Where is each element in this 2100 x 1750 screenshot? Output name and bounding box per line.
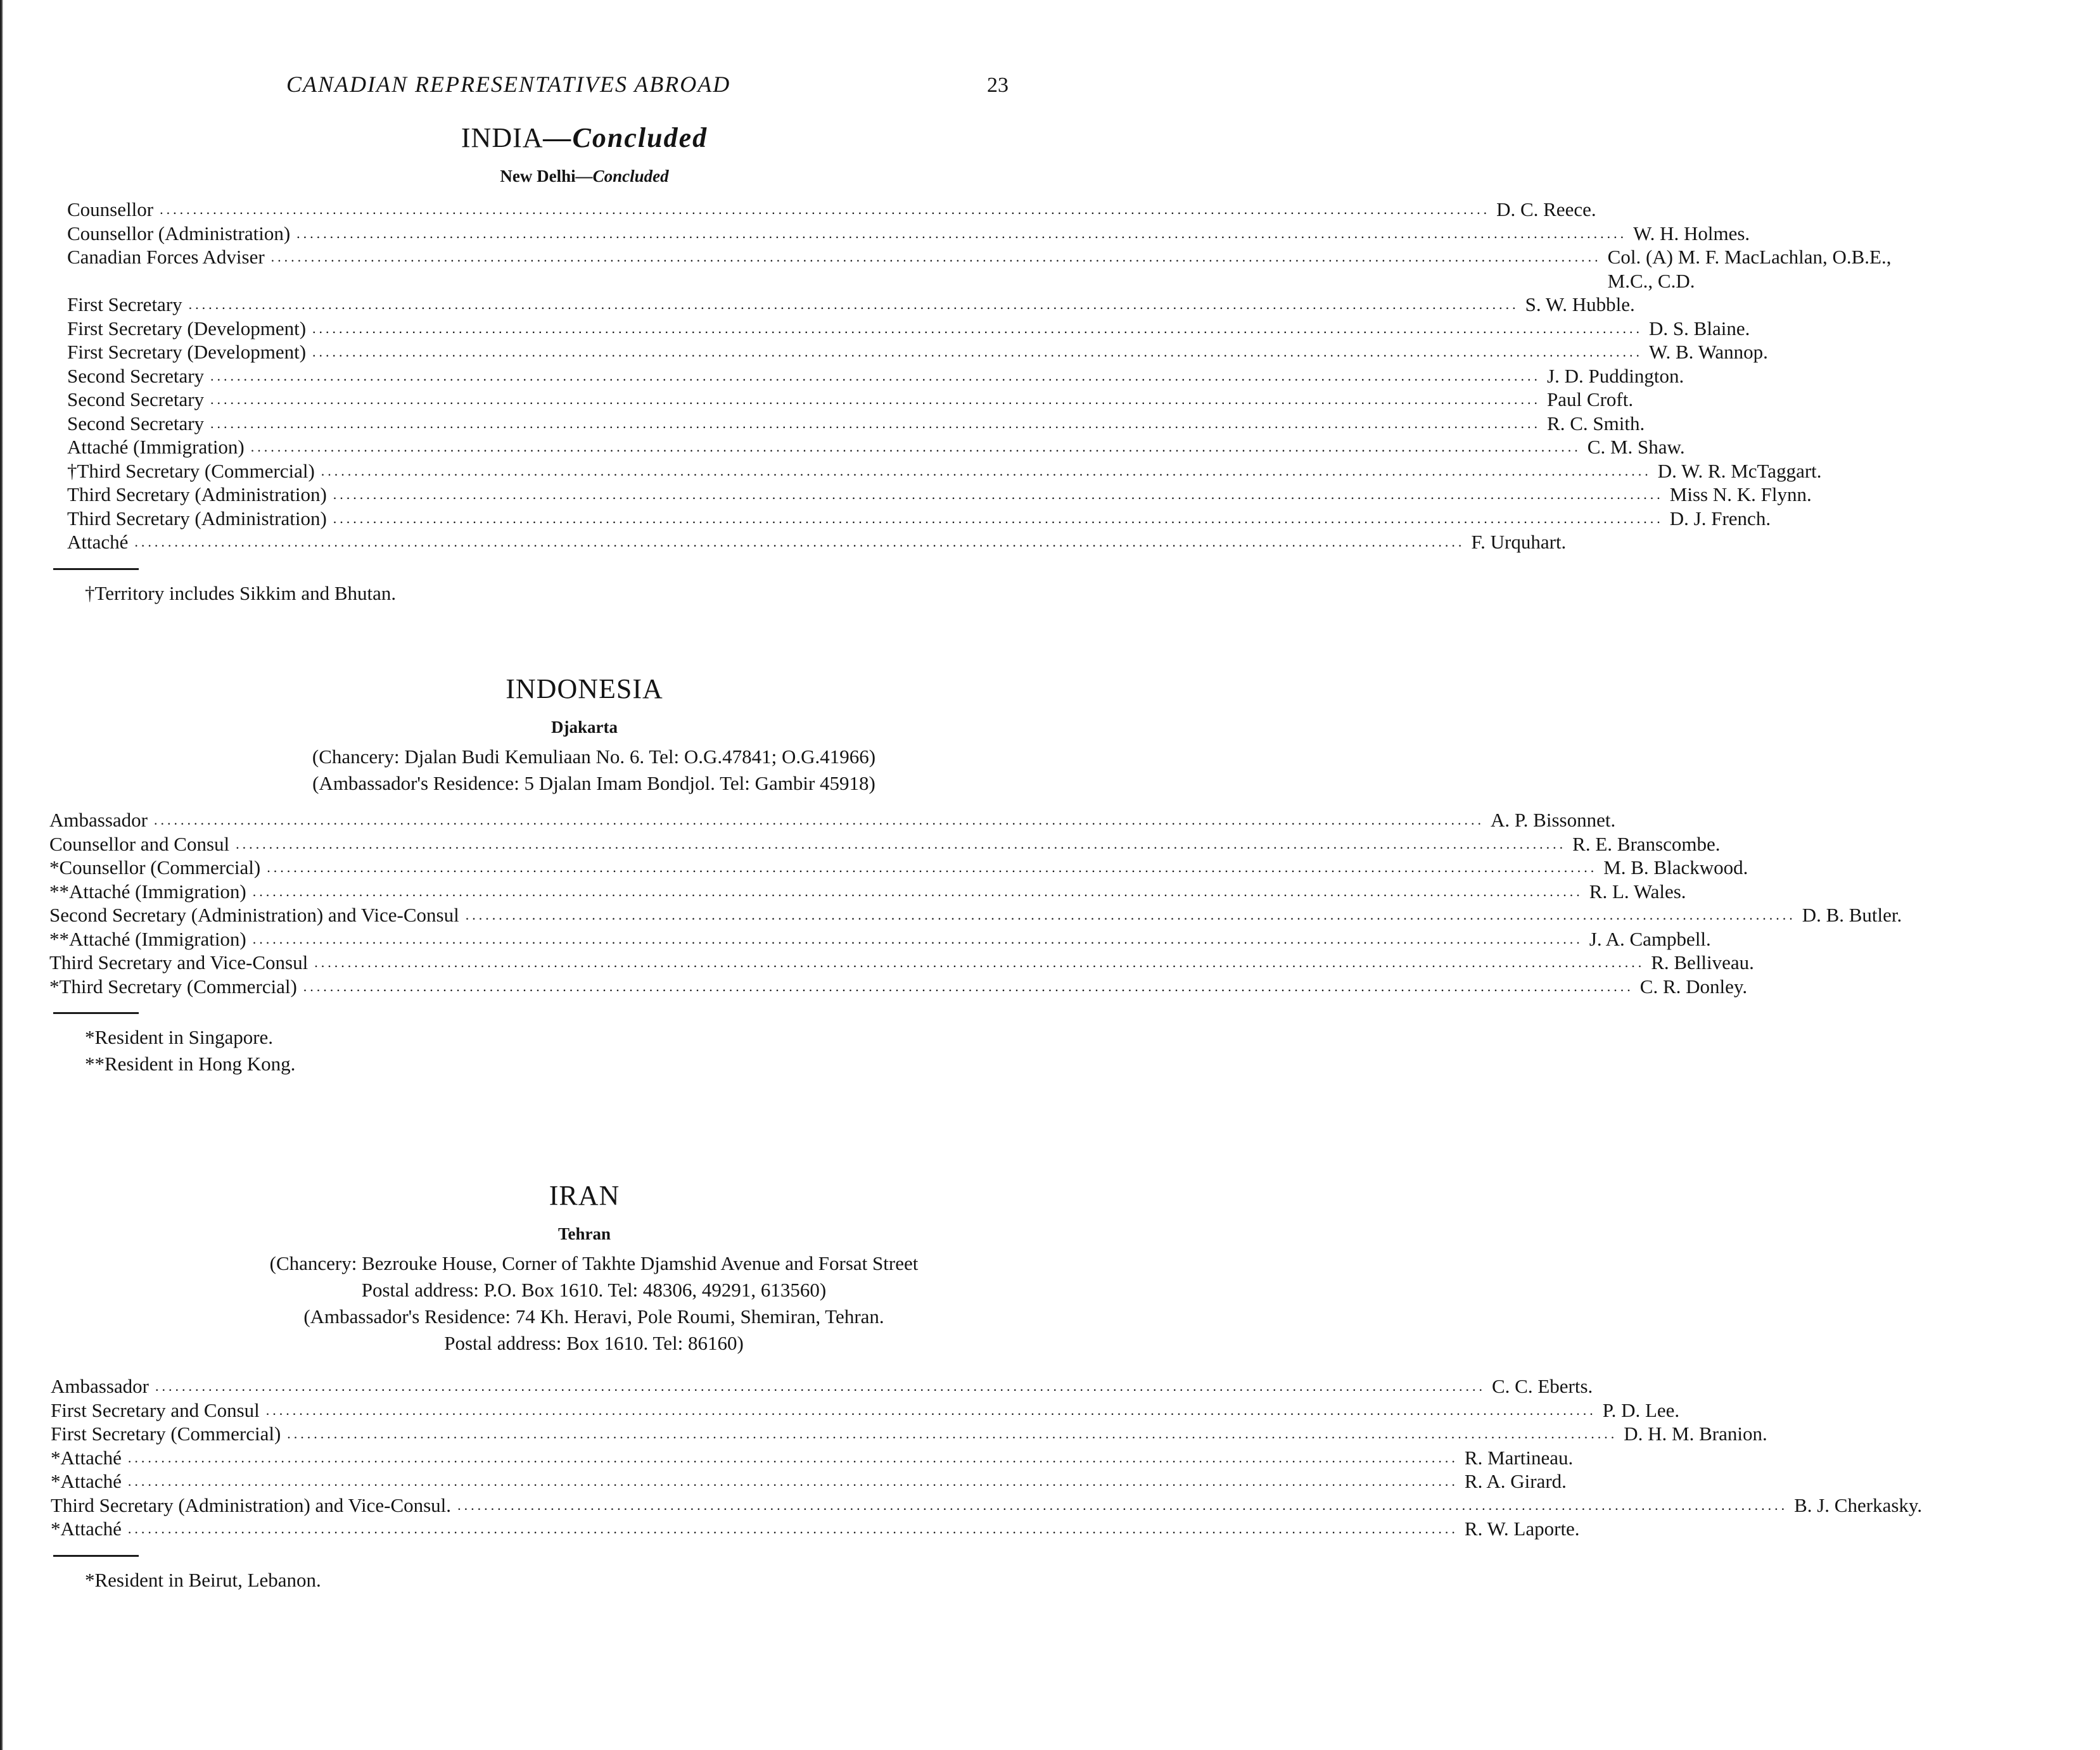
staff-name: C. C. Eberts. [1491, 1375, 1593, 1397]
staff-row [51, 1398, 1680, 1423]
staff-name: D. J. French. [1669, 507, 1771, 529]
staff-title: Counsellor [67, 198, 154, 220]
dot-leader: ........................................................................................................................................................................................................ [333, 510, 1664, 526]
country-name: IRAN [549, 1180, 620, 1211]
staff-row [67, 364, 1684, 388]
address-line: (Chancery: Bezrouke House, Corner of Takhte Djamshid Avenue and Forsat Street [269, 1252, 919, 1274]
dot-leader: ........................................................................................................................................................................................................ [457, 1497, 1788, 1513]
section-iran [0, 1179, 1923, 1594]
staff-title: Third Secretary (Administration) and Vice-Consul. [51, 1493, 452, 1516]
address-line: (Chancery: Djalan Budi Kemuliaan No. 6. Tel: O.G.47841; O.G.41966) [312, 745, 876, 768]
staff-name: B. J. Cherkasky. [1794, 1493, 1923, 1516]
staff-title: *Counsellor (Commercial) [49, 856, 261, 878]
staff-name: W. B. Wannop. [1649, 341, 1768, 363]
dot-leader: ........................................................................................................................................................................................................ [155, 1378, 1486, 1394]
staff-name: J. D. Puddington. [1547, 364, 1684, 387]
dot-leader: ........................................................................................................................................................................................................ [321, 462, 1651, 479]
city-suffix: —Concluded [575, 167, 669, 186]
staff-title: First Secretary (Development) [67, 317, 307, 339]
address-line: Postal address: Box 1610. Tel: 86160) [444, 1332, 744, 1354]
staff-title: First Secretary [67, 293, 182, 315]
staff-title: First Secretary and Consul [51, 1398, 260, 1421]
staff-row [49, 880, 1686, 904]
country-name: INDONESIA [506, 673, 663, 704]
dot-leader: ........................................................................................................................................................................................................ [312, 344, 1643, 360]
footnote-rule [53, 1555, 139, 1557]
city-name: Djakarta [551, 718, 618, 737]
footnote-rule [53, 568, 139, 570]
country-suffix: —Concluded [543, 122, 708, 153]
running-head [0, 71, 1137, 109]
staff-row [51, 1422, 1767, 1446]
dot-leader: ........................................................................................................................................................................................................ [252, 883, 1583, 899]
staff-title: *Attaché [51, 1470, 122, 1492]
staff-row [51, 1469, 1567, 1493]
staff-list-india [67, 198, 1892, 554]
staff-name: R. A. Girard. [1464, 1470, 1567, 1492]
staff-row [67, 198, 1596, 222]
footnote: *Resident in Singapore. [85, 1026, 274, 1048]
staff-row [67, 317, 1750, 341]
city-heading-indonesia [0, 718, 1137, 737]
city-name: Tehran [557, 1224, 611, 1243]
page-number: 23 [987, 73, 1009, 97]
staff-name: Col. (A) M. F. MacLachlan, O.B.E., M.C., C.D. [1607, 246, 1892, 292]
staff-title: Counsellor (Administration) [67, 222, 291, 244]
staff-row [67, 483, 1812, 507]
running-title: CANADIAN REPRESENTATIVES ABROAD [286, 72, 731, 97]
staff-list-iran [51, 1374, 1923, 1541]
dot-leader: ........................................................................................................................................................................................................ [312, 320, 1643, 336]
dot-leader: ........................................................................................................................................................................................................ [210, 391, 1541, 407]
staff-title: **Attaché (Immigration) [49, 880, 246, 903]
staff-name: R. Martineau. [1464, 1446, 1574, 1469]
section-indonesia [0, 673, 1902, 1077]
staff-name: C. M. Shaw. [1587, 436, 1685, 458]
staff-row [67, 340, 1768, 364]
staff-name: R. L. Wales. [1589, 880, 1686, 903]
dot-leader: ........................................................................................................................................................................................................ [134, 534, 1465, 550]
staff-row [67, 435, 1685, 459]
dot-leader: ........................................................................................................................................................................................................ [127, 1449, 1458, 1466]
dot-leader: ........................................................................................................................................................................................................ [465, 907, 1796, 923]
city-heading-india [0, 167, 1137, 186]
staff-name: F. Urquhart. [1471, 531, 1567, 553]
staff-title: Attaché (Immigration) [67, 436, 245, 458]
address-block-indonesia [0, 744, 1137, 797]
dot-leader: ........................................................................................................................................................................................................ [127, 1521, 1458, 1537]
dot-leader: ........................................................................................................................................................................................................ [265, 1402, 1596, 1418]
country-name: INDIA [461, 122, 544, 153]
staff-name: W. H. Holmes. [1633, 222, 1750, 244]
staff-row [67, 459, 1822, 483]
staff-row [51, 1493, 1923, 1518]
staff-row [49, 808, 1616, 832]
staff-row [67, 507, 1771, 531]
staff-title: *Third Secretary (Commercial) [49, 975, 297, 998]
staff-name: C. R. Donley. [1639, 975, 1748, 998]
dot-leader: ........................................................................................................................................................................................................ [127, 1473, 1458, 1489]
staff-name: R. C. Smith. [1547, 412, 1645, 434]
staff-list-indonesia [49, 808, 1902, 998]
staff-title: Ambassador [51, 1375, 149, 1397]
staff-title: First Secretary (Development) [67, 341, 307, 363]
staff-name: R. Belliveau. [1651, 951, 1754, 973]
staff-title: First Secretary (Commercial) [51, 1423, 281, 1445]
staff-title: Second Secretary [67, 388, 205, 410]
address-block-iran [0, 1250, 1137, 1357]
staff-row [49, 832, 1721, 856]
staff-name: Paul Croft. [1547, 388, 1634, 410]
city-heading-iran [0, 1224, 1137, 1244]
staff-title: **Attaché (Immigration) [49, 927, 246, 950]
country-heading-iran [0, 1179, 1137, 1212]
dot-leader: ........................................................................................................................................................................................................ [210, 367, 1541, 384]
staff-row [67, 530, 1567, 554]
staff-name: D. W. R. McTaggart. [1657, 459, 1822, 482]
address-line: (Ambassador's Residence: 5 Djalan Imam Bondjol. Tel: Gambir 45918) [312, 772, 875, 794]
dot-leader: ........................................................................................................................................................................................................ [296, 225, 1627, 241]
staff-name: R. W. Laporte. [1464, 1518, 1580, 1540]
staff-row [49, 951, 1754, 975]
footnote: †Territory includes Sikkim and Bhutan. [85, 581, 397, 604]
section-india [0, 122, 1892, 607]
staff-title: Counsellor and Consul [49, 832, 230, 855]
dot-leader: ........................................................................................................................................................................................................ [160, 201, 1491, 217]
staff-name: J. A. Campbell. [1589, 927, 1711, 950]
staff-title: Canadian Forces Adviser [67, 246, 265, 268]
address-line: (Ambassador's Residence: 74 Kh. Heravi, Pole Roumi, Shemiran, Tehran. [303, 1305, 884, 1328]
staff-title: †Third Secretary (Commercial) [67, 459, 315, 482]
dot-leader: ........................................................................................................................................................................................................ [210, 415, 1541, 431]
country-heading-indonesia [0, 673, 1137, 705]
staff-title: Ambassador [49, 809, 148, 831]
staff-row [51, 1374, 1593, 1398]
staff-row [49, 975, 1748, 999]
dot-leader: ........................................................................................................................................................................................................ [303, 978, 1634, 994]
footnotes-iran [53, 1555, 1137, 1594]
staff-row [49, 927, 1711, 951]
staff-row [49, 903, 1902, 927]
staff-name: S. W. Hubble. [1525, 293, 1635, 315]
staff-name: D. C. Reece. [1496, 198, 1596, 220]
staff-row [67, 388, 1634, 412]
dot-leader: ........................................................................................................................................................................................................ [188, 296, 1519, 312]
staff-row [51, 1446, 1574, 1470]
staff-title: Third Secretary (Administration) [67, 507, 327, 529]
staff-name: D. H. M. Branion. [1624, 1423, 1767, 1445]
staff-name: M. B. Blackwood. [1603, 856, 1748, 878]
staff-row [67, 293, 1635, 317]
dot-leader: ........................................................................................................................................................................................................ [333, 486, 1664, 502]
staff-title: Attaché [67, 531, 129, 553]
footnotes-india [53, 568, 1137, 607]
footnote-rule [53, 1012, 139, 1014]
country-heading-india [0, 122, 1137, 154]
dot-leader: ........................................................................................................................................................................................................ [236, 835, 1567, 852]
staff-title: Third Secretary and Vice-Consul [49, 951, 309, 973]
staff-name: Miss N. K. Flynn. [1669, 483, 1812, 505]
staff-name: R. E. Branscombe. [1572, 832, 1721, 855]
staff-title: Second Secretary [67, 412, 205, 434]
staff-title: Second Secretary (Administration) and Vice-Consul [49, 904, 459, 926]
city-name: New Delhi [500, 167, 576, 186]
staff-row [67, 245, 1892, 293]
dot-leader: ........................................................................................................................................................................................................ [287, 1426, 1618, 1442]
dot-leader: ........................................................................................................................................................................................................ [267, 859, 1598, 875]
staff-name: D. S. Blaine. [1649, 317, 1750, 339]
staff-title: *Attaché [51, 1446, 122, 1469]
staff-title: Third Secretary (Administration) [67, 483, 327, 505]
dot-leader: ........................................................................................................................................................................................................ [153, 812, 1484, 828]
dot-leader: ........................................................................................................................................................................................................ [270, 249, 1601, 265]
staff-row [51, 1517, 1580, 1541]
address-line: Postal address: P.O. Box 1610. Tel: 48306, 49291, 613560) [361, 1279, 827, 1301]
staff-row [67, 222, 1750, 246]
staff-name: P. D. Lee. [1602, 1398, 1680, 1421]
footnote: **Resident in Hong Kong. [85, 1053, 296, 1075]
dot-leader: ........................................................................................................................................................................................................ [250, 439, 1581, 455]
staff-name: D. B. Butler. [1802, 904, 1902, 926]
footnotes-indonesia [53, 1012, 1137, 1077]
staff-title: Second Secretary [67, 364, 205, 387]
staff-name: A. P. Bissonnet. [1490, 809, 1616, 831]
staff-title: *Attaché [51, 1518, 122, 1540]
footnote: *Resident in Beirut, Lebanon. [85, 1568, 321, 1591]
staff-row [67, 412, 1645, 436]
dot-leader: ........................................................................................................................................................................................................ [252, 930, 1583, 947]
staff-row [49, 856, 1748, 880]
dot-leader: ........................................................................................................................................................................................................ [314, 954, 1645, 970]
